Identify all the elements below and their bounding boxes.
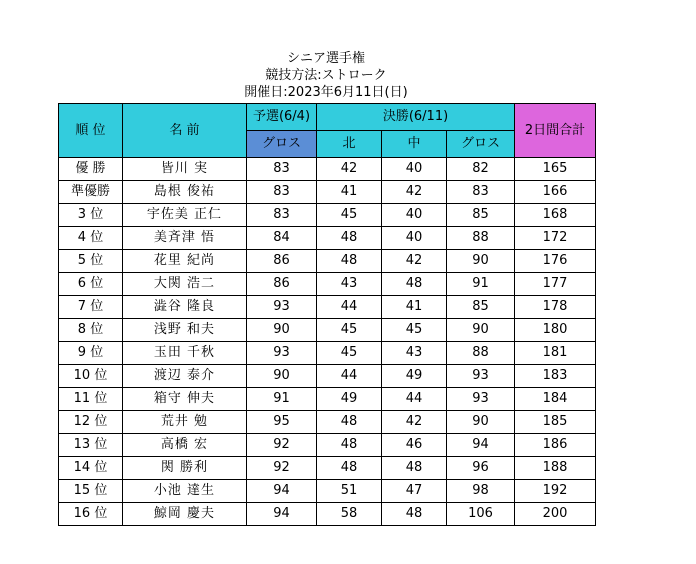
title-block bbox=[0, 50, 696, 101]
prelim-gross-cell: 92 bbox=[247, 457, 317, 480]
rank-cell: 6 位 bbox=[59, 273, 123, 296]
total-score-cell: 178 bbox=[515, 296, 596, 319]
total-score-cell: 165 bbox=[515, 158, 596, 181]
total-header: 2日間合計 bbox=[515, 104, 596, 158]
final-gross-cell: 96 bbox=[447, 457, 515, 480]
total-score-cell: 177 bbox=[515, 273, 596, 296]
rank-cell: 14 位 bbox=[59, 457, 123, 480]
player-name-cell: 小池 達生 bbox=[123, 480, 247, 503]
player-name-cell: 鯨岡 慶夫 bbox=[123, 503, 247, 526]
table-row bbox=[59, 434, 596, 457]
prelim-gross-cell: 90 bbox=[247, 365, 317, 388]
middle-score-cell: 48 bbox=[382, 273, 447, 296]
north-score-cell: 45 bbox=[317, 204, 382, 227]
final-header: 決勝(6/11) bbox=[317, 104, 515, 131]
final-gross-cell: 93 bbox=[447, 388, 515, 411]
total-score-cell: 184 bbox=[515, 388, 596, 411]
middle-score-cell: 42 bbox=[382, 250, 447, 273]
final-gross-cell: 94 bbox=[447, 434, 515, 457]
middle-score-cell: 49 bbox=[382, 365, 447, 388]
north-score-cell: 44 bbox=[317, 296, 382, 319]
player-name-cell: 皆川 実 bbox=[123, 158, 247, 181]
rank-cell: 9 位 bbox=[59, 342, 123, 365]
player-name-cell: 宇佐美 正仁 bbox=[123, 204, 247, 227]
rank-cell: 10 位 bbox=[59, 365, 123, 388]
north-score-cell: 48 bbox=[317, 457, 382, 480]
table-row bbox=[59, 365, 596, 388]
north-score-cell: 43 bbox=[317, 273, 382, 296]
rank-cell: 12 位 bbox=[59, 411, 123, 434]
table-row bbox=[59, 411, 596, 434]
total-score-cell: 200 bbox=[515, 503, 596, 526]
final-gross-cell: 98 bbox=[447, 480, 515, 503]
middle-score-cell: 40 bbox=[382, 158, 447, 181]
rank-cell: 準優勝 bbox=[59, 181, 123, 204]
prelim-gross-cell: 86 bbox=[247, 250, 317, 273]
player-name-cell: 高橋 宏 bbox=[123, 434, 247, 457]
middle-score-cell: 42 bbox=[382, 181, 447, 204]
prelim-gross-cell: 92 bbox=[247, 434, 317, 457]
final-gross-cell: 83 bbox=[447, 181, 515, 204]
total-score-cell: 181 bbox=[515, 342, 596, 365]
north-score-cell: 48 bbox=[317, 434, 382, 457]
rank-cell: 4 位 bbox=[59, 227, 123, 250]
prelim-header: 予選(6/4) bbox=[247, 104, 317, 131]
rank-cell: 11 位 bbox=[59, 388, 123, 411]
event-date: 開催日:2023年6月11日(日) bbox=[244, 85, 408, 100]
north-score-cell: 42 bbox=[317, 158, 382, 181]
prelim-gross-cell: 95 bbox=[247, 411, 317, 434]
middle-score-cell: 41 bbox=[382, 296, 447, 319]
final-gross-cell: 85 bbox=[447, 296, 515, 319]
table-row bbox=[59, 388, 596, 411]
page-title: シニア選手権 bbox=[286, 51, 365, 66]
final-gross-cell: 90 bbox=[447, 250, 515, 273]
table-row bbox=[59, 342, 596, 365]
final-gross-cell: 91 bbox=[447, 273, 515, 296]
table-row bbox=[59, 204, 596, 227]
total-score-cell: 172 bbox=[515, 227, 596, 250]
player-name-cell: 渡辺 泰介 bbox=[123, 365, 247, 388]
table-row bbox=[59, 503, 596, 526]
north-score-cell: 51 bbox=[317, 480, 382, 503]
table-row bbox=[59, 296, 596, 319]
final-gross-cell: 90 bbox=[447, 411, 515, 434]
player-name-cell: 大関 浩二 bbox=[123, 273, 247, 296]
prelim-gross-cell: 94 bbox=[247, 503, 317, 526]
rank-cell: 15 位 bbox=[59, 480, 123, 503]
player-name-cell: 澁谷 隆良 bbox=[123, 296, 247, 319]
rank-cell: 13 位 bbox=[59, 434, 123, 457]
total-score-cell: 168 bbox=[515, 204, 596, 227]
table-row bbox=[59, 273, 596, 296]
prelim-gross-cell: 83 bbox=[247, 181, 317, 204]
player-name-cell: 関 勝利 bbox=[123, 457, 247, 480]
total-score-cell: 183 bbox=[515, 365, 596, 388]
rank-cell: 3 位 bbox=[59, 204, 123, 227]
prelim-gross-cell: 90 bbox=[247, 319, 317, 342]
final-gross-cell: 85 bbox=[447, 204, 515, 227]
prelim-gross-cell: 91 bbox=[247, 388, 317, 411]
player-name-cell: 美斉津 悟 bbox=[123, 227, 247, 250]
player-name-cell: 浅野 和夫 bbox=[123, 319, 247, 342]
middle-score-cell: 48 bbox=[382, 503, 447, 526]
rank-cell: 8 位 bbox=[59, 319, 123, 342]
prelim-gross-cell: 93 bbox=[247, 296, 317, 319]
north-score-cell: 45 bbox=[317, 319, 382, 342]
north-score-cell: 48 bbox=[317, 411, 382, 434]
rank-cell: 16 位 bbox=[59, 503, 123, 526]
total-score-cell: 186 bbox=[515, 434, 596, 457]
competition-format: 競技方法:ストローク bbox=[265, 68, 387, 83]
player-name-cell: 玉田 千秋 bbox=[123, 342, 247, 365]
rank-cell: 5 位 bbox=[59, 250, 123, 273]
final-gross-cell: 90 bbox=[447, 319, 515, 342]
player-name-cell: 花里 紀尚 bbox=[123, 250, 247, 273]
total-score-cell: 180 bbox=[515, 319, 596, 342]
final-gross-cell: 106 bbox=[447, 503, 515, 526]
table-row bbox=[59, 250, 596, 273]
total-score-cell: 176 bbox=[515, 250, 596, 273]
table-row bbox=[59, 480, 596, 503]
total-score-cell: 188 bbox=[515, 457, 596, 480]
table-row bbox=[59, 457, 596, 480]
middle-score-cell: 40 bbox=[382, 227, 447, 250]
total-score-cell: 166 bbox=[515, 181, 596, 204]
table-row bbox=[59, 181, 596, 204]
middle-score-cell: 45 bbox=[382, 319, 447, 342]
middle-score-cell: 43 bbox=[382, 342, 447, 365]
header-row-top bbox=[59, 104, 596, 131]
north-score-cell: 58 bbox=[317, 503, 382, 526]
middle-score-cell: 48 bbox=[382, 457, 447, 480]
prelim-gross-cell: 94 bbox=[247, 480, 317, 503]
middle-score-cell: 40 bbox=[382, 204, 447, 227]
middle-score-cell: 42 bbox=[382, 411, 447, 434]
rank-cell: 優 勝 bbox=[59, 158, 123, 181]
prelim-gross-cell: 93 bbox=[247, 342, 317, 365]
prelim-gross-cell: 84 bbox=[247, 227, 317, 250]
prelim-gross-cell: 83 bbox=[247, 204, 317, 227]
prelim-gross-cell: 83 bbox=[247, 158, 317, 181]
player-name-cell: 箱守 伸夫 bbox=[123, 388, 247, 411]
rank-header: 順 位 bbox=[59, 104, 123, 158]
middle-score-cell: 44 bbox=[382, 388, 447, 411]
middle-score-cell: 47 bbox=[382, 480, 447, 503]
middle-score-cell: 46 bbox=[382, 434, 447, 457]
north-header: 北 bbox=[317, 131, 382, 158]
final-gross-cell: 93 bbox=[447, 365, 515, 388]
north-score-cell: 41 bbox=[317, 181, 382, 204]
north-score-cell: 48 bbox=[317, 227, 382, 250]
north-score-cell: 45 bbox=[317, 342, 382, 365]
table-row bbox=[59, 319, 596, 342]
final-gross-cell: 88 bbox=[447, 342, 515, 365]
table-row bbox=[59, 158, 596, 181]
name-header: 名 前 bbox=[123, 104, 247, 158]
final-gross-header: グロス bbox=[447, 131, 515, 158]
total-score-cell: 185 bbox=[515, 411, 596, 434]
total-score-cell: 192 bbox=[515, 480, 596, 503]
final-gross-cell: 88 bbox=[447, 227, 515, 250]
player-name-cell: 島根 俊祐 bbox=[123, 181, 247, 204]
table-row bbox=[59, 227, 596, 250]
results-table bbox=[58, 103, 596, 526]
prelim-gross-header: グロス bbox=[247, 131, 317, 158]
north-score-cell: 44 bbox=[317, 365, 382, 388]
rank-cell: 7 位 bbox=[59, 296, 123, 319]
player-name-cell: 荒井 勉 bbox=[123, 411, 247, 434]
north-score-cell: 49 bbox=[317, 388, 382, 411]
north-score-cell: 48 bbox=[317, 250, 382, 273]
prelim-gross-cell: 86 bbox=[247, 273, 317, 296]
middle-header: 中 bbox=[382, 131, 447, 158]
final-gross-cell: 82 bbox=[447, 158, 515, 181]
